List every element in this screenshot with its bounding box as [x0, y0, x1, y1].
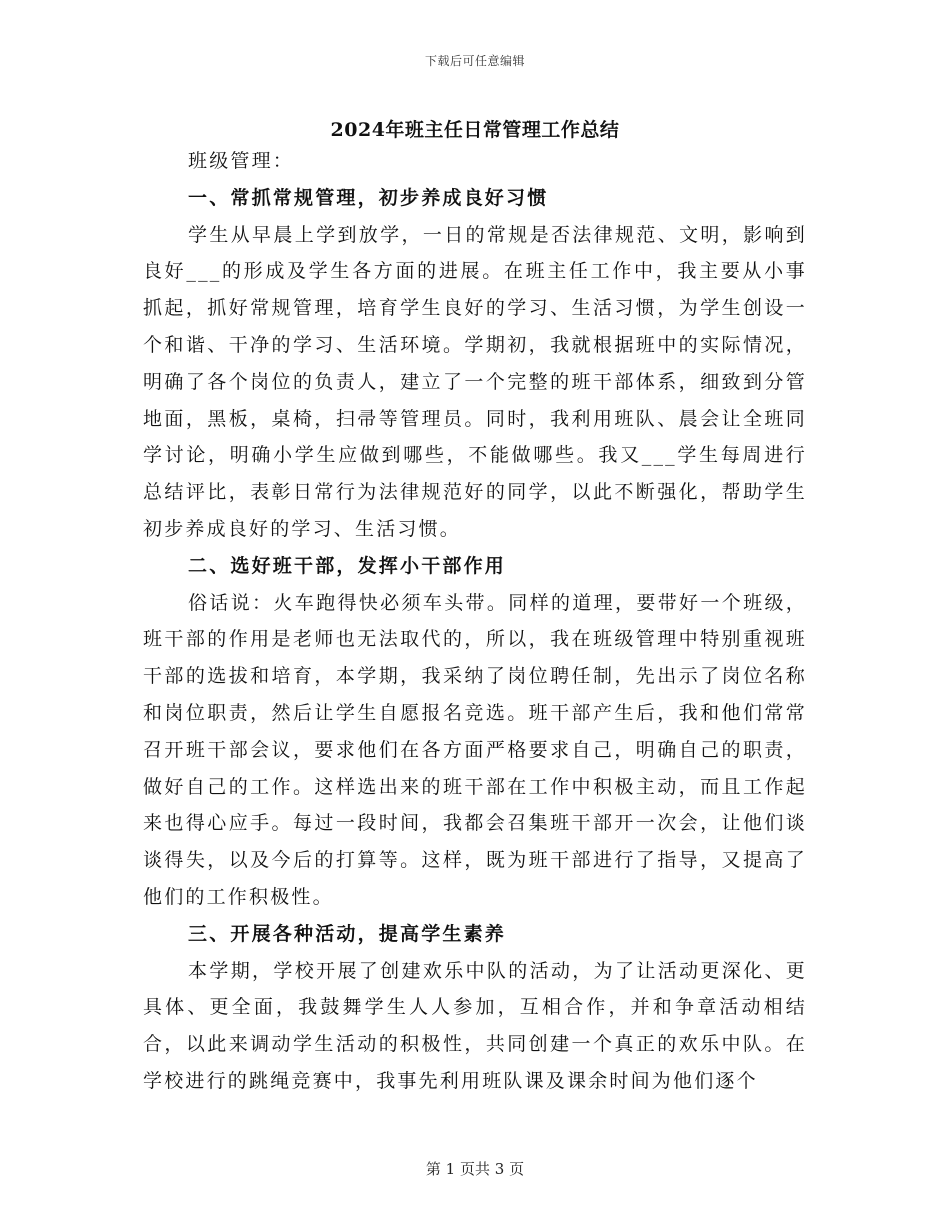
section-paragraph-1	[143, 217, 807, 548]
section-heading-3: 三、开展各种活动，提高学生素养	[188, 922, 507, 945]
paragraph-text: 学生从早晨上学到放学，一日的常规是否法律规范、文明，影响到良好___的形成及学生各方面的进展。在班主任工作中，我主要从小事抓起，抓好常规管理，培育学生良好的学习、生活习惯，为学生创设一个和谐、干净的学习、生活环境。学期初，我就根据班中的实际情况，明确了各个岗位的负责人，建立了一个完整的班干部体系，细致到分管地面，黑板，桌椅，扫帚等管理员。同时，我利用班队、晨会让全班同学讨论，明确小学生应做到哪些，不能做哪些。我又___学生每周进行总结评比，表彰日常行为法律规范好的同学，以此不断强化，帮助学生初步养成良好的学习、生活习惯。	[143, 223, 807, 540]
section-heading-2: 二、选好班干部，发挥小干部作用	[188, 554, 507, 577]
section-label: 班级管理：	[188, 150, 295, 172]
paragraph-text: 本学期，学校开展了创建欢乐中队的活动，为了让活动更深化、更具体、更全面，我鼓舞学生人人参加，互相合作，并和争章活动相结合，以此来调动学生活动的积极性，共同创建一个真正的欢乐中队。在学校进行的跳绳竞赛中，我事先利用班队课及课余时间为他们逐个	[143, 959, 807, 1092]
paragraph-text: 俗话说：火车跑得快必须车头带。同样的道理，要带好一个班级，班干部的作用是老师也无法取代的，所以，我在班级管理中特别重视班干部的选拔和培育，本学期，我采纳了岗位聘任制，先出示了岗位名称和岗位职责，然后让学生自愿报名竞选。班干部产生后，我和他们常常召开班干部会议，要求他们在各方面严格要求自己，明确自己的职责，做好自己的工作。这样选出来的班干部在工作中积极主动，而且工作起来也得心应手。每过一段时间，我都会召集班干部开一次会，让他们谈谈得失，以及今后的打算等。这样，既为班干部进行了指导，又提高了他们的工作积极性。	[143, 591, 807, 908]
page-footer: 第 1 页共 3 页	[425, 1160, 525, 1178]
section-paragraph-3	[143, 953, 807, 1100]
section-heading-1: 一、常抓常规管理，初步养成良好习惯	[188, 186, 549, 209]
document-body	[143, 143, 807, 1100]
section-paragraph-2	[143, 585, 807, 916]
document-title: 2024年班主任日常管理工作总结	[330, 119, 620, 141]
header-note: 下载后可任意编辑	[424, 54, 525, 68]
